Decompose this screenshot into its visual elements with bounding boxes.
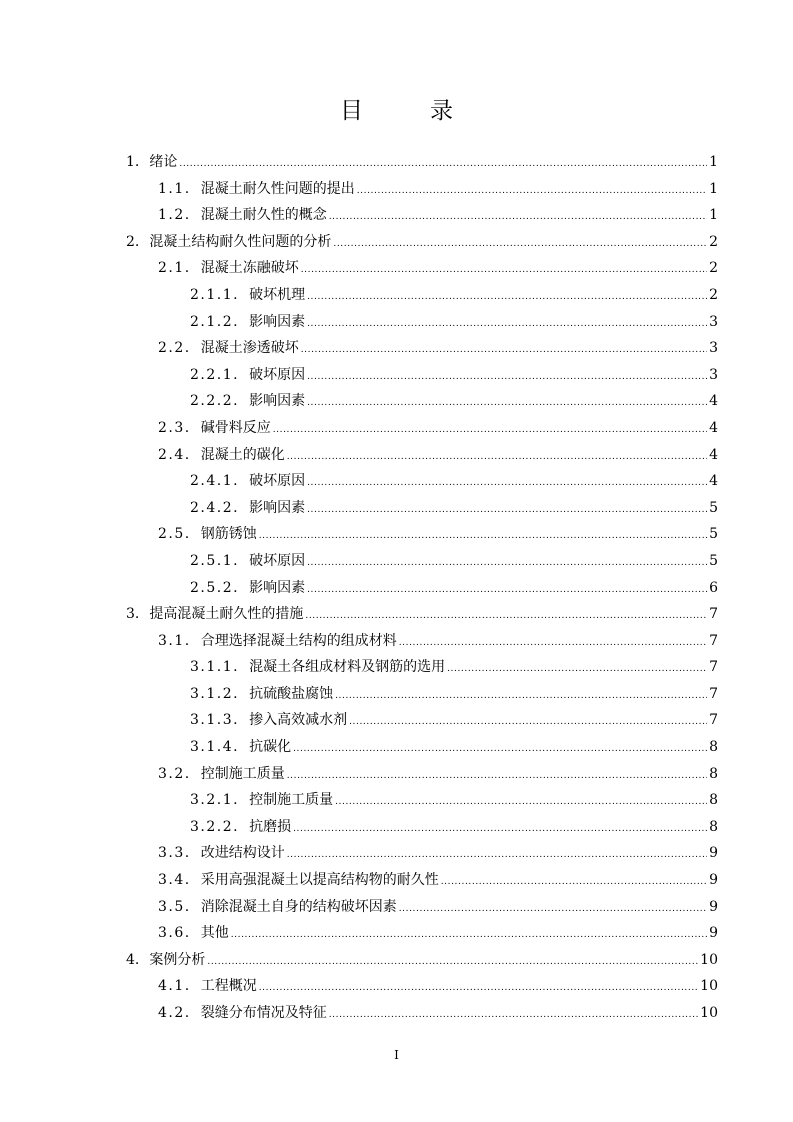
toc-entry[interactable] [126, 311, 718, 338]
toc-entry[interactable] [126, 656, 718, 683]
toc-entry[interactable] [126, 390, 718, 417]
toc-entry-title: 消除混凝土自身的结构破坏因素 [200, 898, 397, 915]
toc-entry-page: 10 [700, 1005, 718, 1021]
toc-dot-leader [329, 1010, 698, 1020]
toc-entry-title: 裂缝分布情况及特征 [200, 1005, 327, 1021]
toc-entry-number: 1.1. [158, 180, 191, 197]
toc-entry-page: 4 [709, 473, 718, 490]
toc-entry-title: 混凝土各组成材料及钢筋的选用 [249, 659, 446, 676]
toc-entry-title: 改进结构设计 [200, 845, 285, 862]
toc-entry-page: 9 [709, 898, 718, 915]
toc-entry-page: 1 [709, 180, 718, 197]
toc-entry-title: 绪论 [149, 154, 178, 170]
toc-entry-title: 破坏原因 [249, 552, 306, 569]
toc-dot-leader [287, 771, 707, 781]
toc-entry-page: 6 [709, 579, 718, 596]
toc-entry[interactable] [126, 497, 718, 524]
toc-dot-leader [399, 638, 707, 648]
toc-entry[interactable] [126, 709, 718, 736]
toc-entry-page: 3 [709, 340, 718, 357]
toc-entry-page: 8 [709, 739, 718, 756]
toc-entry[interactable] [126, 816, 718, 843]
toc-entry-page: 10 [700, 951, 718, 968]
toc-entry[interactable] [126, 550, 718, 577]
toc-entry[interactable] [126, 1002, 718, 1029]
toc-entry-page: 7 [709, 659, 718, 676]
toc-entry-title: 抗硫酸盐腐蚀 [249, 685, 334, 702]
toc-entry[interactable] [126, 949, 718, 976]
toc-entry-page: 4 [709, 419, 718, 436]
toc-entry-number: 2. [126, 233, 140, 250]
toc-entry-page: 9 [709, 925, 718, 942]
toc-entry-page: 2 [709, 260, 718, 277]
toc-entry-title: 控制施工质量 [200, 765, 285, 782]
toc-entry[interactable] [126, 364, 718, 391]
toc-dot-leader [259, 531, 707, 541]
toc-entry-page: 5 [709, 552, 718, 569]
toc-entry-title: 影响因素 [249, 313, 306, 330]
toc-entry-number: 3.6. [158, 925, 191, 942]
toc-entry-number: 3.2.1. [190, 792, 240, 809]
toc-entry-page: 7 [709, 606, 718, 623]
toc-dot-leader [335, 691, 707, 701]
toc-entry-title: 掺入高效减水剂 [249, 712, 348, 729]
toc-dot-leader [307, 478, 707, 488]
toc-dot-leader [307, 319, 707, 329]
toc-entry-title: 钢筋锈蚀 [200, 526, 257, 543]
toc-entry[interactable] [126, 736, 718, 763]
toc-entry-title: 破坏机理 [249, 286, 306, 303]
toc-dot-leader [259, 983, 698, 993]
toc-entry-number: 2.2. [158, 340, 191, 357]
toc-entry-title: 控制施工质量 [249, 792, 334, 809]
toc-dot-leader [301, 265, 707, 275]
toc-dot-leader [335, 797, 707, 807]
toc-dot-leader [307, 505, 707, 515]
toc-entry-number: 2.2.1. [190, 366, 240, 383]
toc-dot-leader [307, 558, 707, 568]
toc-entry[interactable] [126, 577, 718, 604]
toc-dot-leader [307, 585, 707, 595]
toc-entry-title: 混凝土结构耐久性问题的分析 [149, 233, 332, 250]
toc-entry[interactable] [126, 470, 718, 497]
toc-entry[interactable] [126, 417, 718, 444]
toc-entry-page: 9 [709, 845, 718, 862]
toc-entry-number: 2.5.2. [190, 579, 240, 596]
toc-entry-page: 4 [709, 393, 718, 410]
toc-dot-leader [231, 930, 707, 940]
toc-entry-number: 3.1.1. [190, 659, 240, 676]
toc-entry-page: 2 [709, 286, 718, 303]
toc-entry[interactable] [126, 151, 718, 178]
toc-entry-page: 3 [709, 366, 718, 383]
toc-entry-title: 混凝土耐久性的概念 [200, 207, 327, 224]
toc-entry-title: 其他 [200, 925, 229, 942]
toc-entry-page: 8 [709, 792, 718, 809]
toc-dot-leader [287, 452, 707, 462]
toc-entry-title: 合理选择混凝土结构的组成材料 [200, 632, 397, 649]
toc-dot-leader [301, 345, 707, 355]
toc-entry[interactable] [126, 630, 718, 657]
toc-entry-title: 混凝土耐久性问题的提出 [200, 180, 355, 197]
toc-entry-number: 1.2. [158, 207, 191, 224]
toc-entry-number: 4. [126, 951, 140, 968]
toc-entry[interactable] [126, 444, 718, 471]
toc-entry-title: 抗磨损 [249, 818, 292, 835]
toc-entry-number: 3.5. [158, 898, 191, 915]
page-title: 目 录 [340, 98, 475, 124]
toc-entry[interactable] [126, 763, 718, 790]
toc-entry-number: 2.4. [158, 446, 191, 463]
table-of-contents [126, 151, 718, 1029]
toc-entry[interactable] [126, 603, 718, 630]
toc-entry-page: 5 [709, 499, 718, 516]
toc-entry-title: 采用高强混凝土以提高结构物的耐久性 [200, 872, 439, 889]
toc-entry-number: 2.5.1. [190, 552, 240, 569]
toc-entry-number: 3.1.2. [190, 685, 240, 702]
toc-dot-leader [293, 824, 707, 834]
toc-dot-leader [273, 425, 707, 435]
toc-dot-leader [357, 186, 707, 196]
toc-entry-page: 1 [709, 207, 718, 224]
toc-dot-leader [307, 398, 707, 408]
toc-entry[interactable] [126, 284, 718, 311]
toc-entry-page: 4 [709, 446, 718, 463]
toc-entry-page: 9 [709, 872, 718, 889]
toc-entry-number: 4.1. [158, 978, 191, 995]
toc-entry-title: 影响因素 [249, 393, 306, 410]
toc-entry-number: 3.2. [158, 765, 191, 782]
toc-entry-page: 5 [709, 526, 718, 543]
toc-entry-number: 3.4. [158, 872, 191, 889]
toc-entry-number: 4.2. [158, 1005, 191, 1021]
toc-entry-number: 3.1.3. [190, 712, 240, 729]
toc-entry[interactable] [126, 975, 718, 1002]
toc-entry-title: 影响因素 [249, 499, 306, 516]
toc-entry-page: 7 [709, 712, 718, 729]
toc-entry-page: 8 [709, 765, 718, 782]
toc-entry-page: 7 [709, 685, 718, 702]
toc-entry-number: 2.4.1. [190, 473, 240, 490]
toc-entry-title: 混凝土渗透破坏 [200, 340, 299, 357]
toc-entry-title: 工程概况 [200, 978, 257, 995]
toc-dot-leader [349, 717, 707, 727]
toc-dot-leader [399, 904, 707, 914]
toc-entry-title: 提高混凝土耐久性的措施 [149, 606, 304, 623]
toc-entry-number: 3. [126, 606, 140, 623]
toc-dot-leader [293, 744, 707, 754]
toc-dot-leader [287, 850, 707, 860]
toc-dot-leader [441, 877, 707, 887]
toc-dot-leader [207, 957, 698, 967]
toc-entry-title: 碱骨料反应 [200, 419, 271, 436]
toc-entry-title: 抗碳化 [249, 739, 292, 756]
toc-dot-leader [447, 664, 707, 674]
toc-entry-number: 3.1.4. [190, 739, 240, 756]
toc-entry[interactable] [126, 789, 718, 816]
toc-entry-page: 7 [709, 632, 718, 649]
toc-entry[interactable] [126, 523, 718, 550]
toc-entry-number: 2.4.2. [190, 499, 240, 516]
toc-dot-leader [307, 292, 707, 302]
toc-entry-title: 案例分析 [149, 951, 206, 968]
toc-entry-number: 2.1.2. [190, 313, 240, 330]
toc-entry-title: 影响因素 [249, 579, 306, 596]
toc-entry-number: 3.3. [158, 845, 191, 862]
toc-entry[interactable] [126, 257, 718, 284]
toc-entry[interactable] [126, 896, 718, 923]
toc-entry-title: 混凝土冻融破坏 [200, 260, 299, 277]
toc-entry[interactable] [126, 683, 718, 710]
toc-entry-number: 3.1. [158, 632, 191, 649]
toc-entry[interactable] [126, 204, 718, 231]
toc-dot-leader [305, 611, 707, 621]
toc-entry-number: 1. [126, 154, 140, 170]
toc-entry-number: 3.2.2. [190, 818, 240, 835]
toc-entry-number: 2.3. [158, 419, 191, 436]
toc-entry[interactable] [126, 337, 718, 364]
toc-dot-leader [329, 212, 707, 222]
toc-entry-number: 2.2.2. [190, 393, 240, 410]
toc-entry[interactable] [126, 231, 718, 258]
toc-entry-title: 混凝土的碳化 [200, 446, 285, 463]
toc-entry-page: 8 [709, 818, 718, 835]
toc-entry-page: 1 [709, 154, 718, 170]
toc-dot-leader [179, 159, 707, 169]
toc-entry-title: 破坏原因 [249, 366, 306, 383]
toc-entry-page: 10 [700, 978, 718, 995]
toc-entry[interactable] [126, 842, 718, 869]
toc-entry[interactable] [126, 869, 718, 896]
toc-entry-number: 2.1. [158, 260, 191, 277]
toc-entry-number: 2.1.1. [190, 286, 240, 303]
toc-entry-title: 破坏原因 [249, 473, 306, 490]
toc-dot-leader [307, 372, 707, 382]
toc-entry-number: 2.5. [158, 526, 191, 543]
toc-entry[interactable] [126, 922, 718, 949]
toc-entry[interactable] [126, 178, 718, 205]
page-number-footer: I [394, 1048, 399, 1062]
toc-entry-page: 3 [709, 313, 718, 330]
toc-dot-leader [333, 239, 707, 249]
toc-entry-page: 2 [709, 233, 718, 250]
